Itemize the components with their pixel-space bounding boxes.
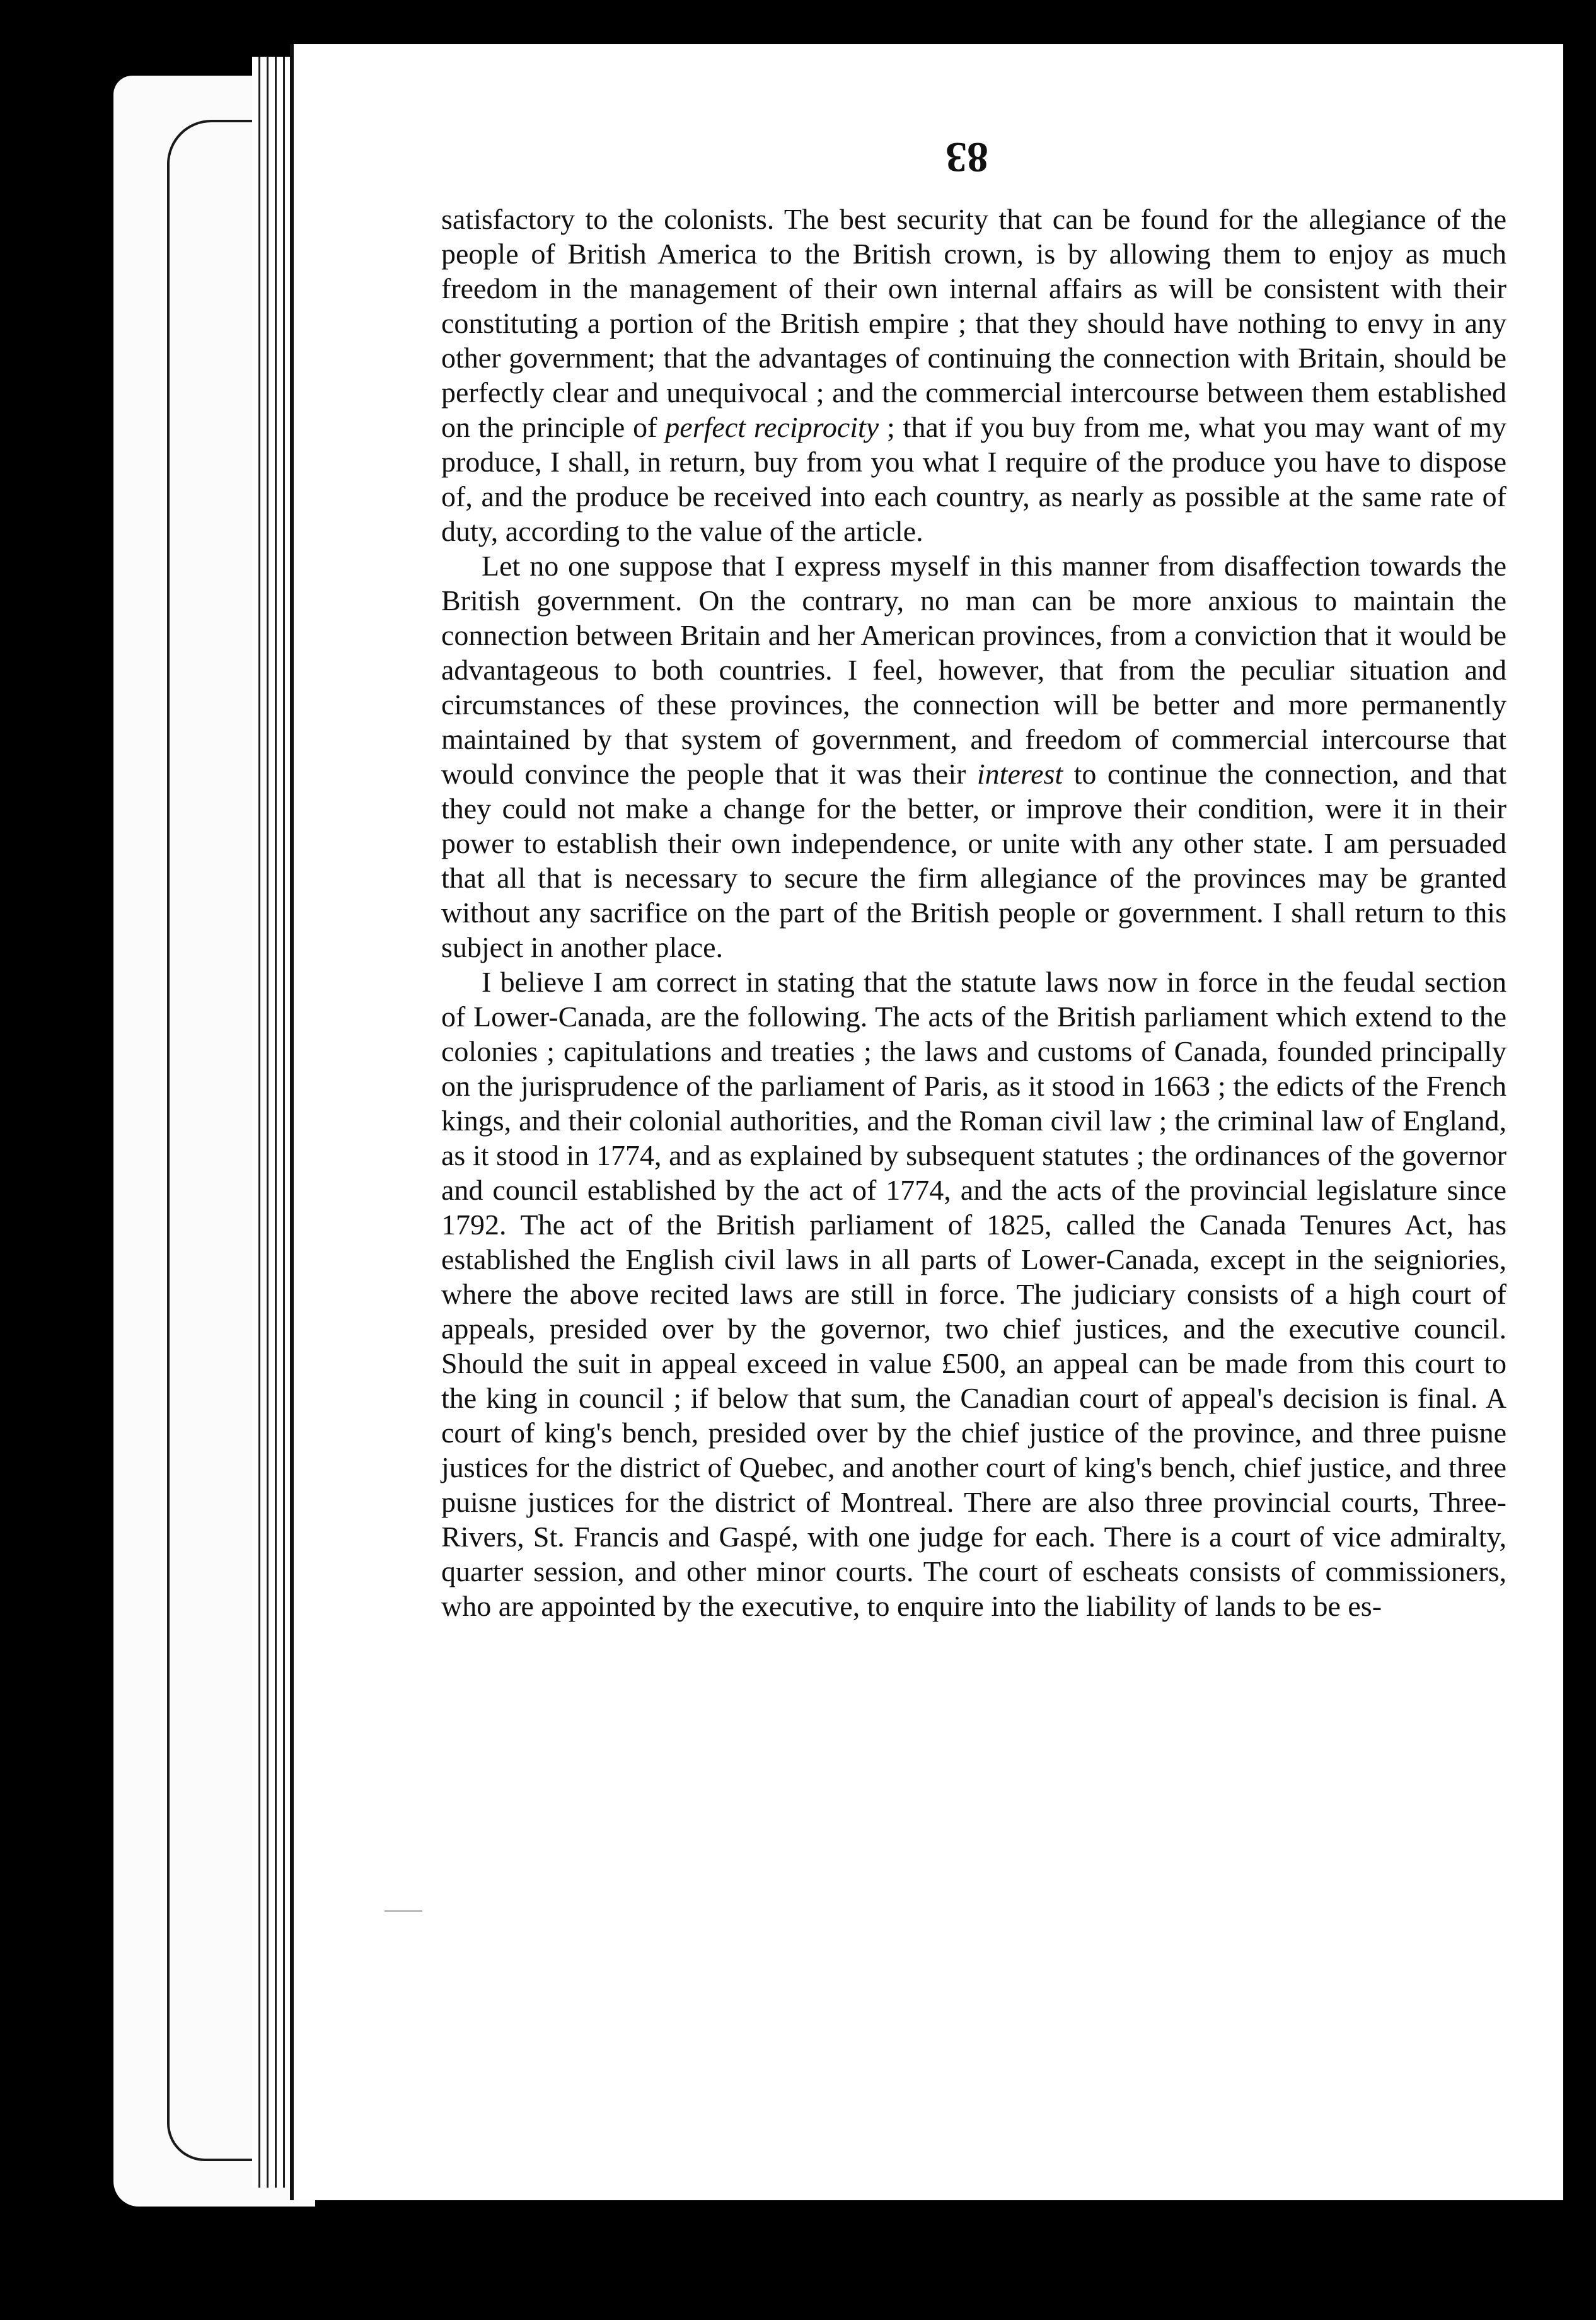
page-number: 83	[945, 134, 988, 182]
paragraph-2-run-3: to continue the connection, and that they could not make a change for the better, or improve their condition, were it in their power to establish their own independence, or unite with any other state. I am persuaded that all that is necessary to secure the firm allegiance of the provinces may be granted without any sacrifice on the part of the British people or government. I shall return to this subject in another place.	[441, 758, 1507, 963]
paragraph-2	[441, 548, 1506, 965]
paragraph-1-run-1: satisfactory to the colonists. The best security that can be found for the allegiance of the people of British America to the British crown, is by allowing them to enjoy as much freedom in the management of their own internal affairs as will be consistent with their constituting a portion of the British empire ; that they should have nothing to envy in any other government; that the advantages of continuing the connection with Britain, should be perfectly clear and unequivocal ; and the commercial intercourse between them established on the principle of	[441, 203, 1506, 443]
paragraph-3-run-1: I believe I am correct in stating that the statute laws now in force in the feudal section of Lower-Canada, are the following. The acts of the British parliament which extend to the colonies ; capitulations and treaties ; the laws and customs of Canada, founded principally on the jurisprudence of the parliament of Paris, as it stood in 1663 ; the edicts of the French kings, and their colonial authorities, and the Roman civil law ; the criminal law of England, as it stood in 1774, and as explained by subsequent statutes ; the ordinances of the governor and council established by the act of 1774, and the acts of the provincial legislature since 1792. The act of the British parliament of 1825, called the Canada Tenures Act, has established the English civil laws in all parts of Lower-Canada, except in the seigniories, where the above recited laws are still in force. The judiciary consists of a high court of appeals, presided over by the governor, two chief justices, and the executive council. Should the suit in appeal exceed in value £500, an appeal can be made from this court to the king in council ; if below that sum, the Canadian court of appeal's decision is final. A court of king's bench, presided over by the chief justice of the province, and three puisne justices for the district of Quebec, and another court of king's bench, chief justice, and three puisne justices for the district of Montreal. There are also three provincial courts, Three-Rivers, St. Francis and Gaspé, with one judge for each. There is a court of vice admiralty, quarter session, and other minor courts. The court of escheats consists of commissioners, who are appointed by the executive, to enquire into the liability of lands to be es-	[441, 966, 1506, 1622]
page-body	[441, 202, 1506, 1623]
italic-word-interest: interest	[976, 758, 1063, 790]
italic-phrase-perfect-reciprocity: perfect reciprocity	[665, 411, 879, 443]
paragraph-2-run-1: Let no one suppose that I express myself in this manner from disaffection towards the British government. On the contrary, no man can be more anxious to maintain the connection between Britain and her American provinces, from a conviction that it would be advantageous to both countries. I feel, however, that from the peculiar situation and circumstances of these provinces, the connection will be better and more permanently maintained by that system of government, and freedom of commercial intercourse that would convince the people that it was their	[441, 550, 1506, 790]
paragraph-1-run-3: ; that if you buy from me, what you may want of my produce, I shall, in return, buy from you what I require of the produce you have to dispose of, and the produce be received into each country, as nearly as possible at the same rate of duty, according to the value of the article.	[441, 411, 1506, 547]
paragraph-1	[441, 202, 1506, 548]
paragraph-3	[441, 965, 1506, 1623]
margin-mark	[385, 1910, 422, 1912]
